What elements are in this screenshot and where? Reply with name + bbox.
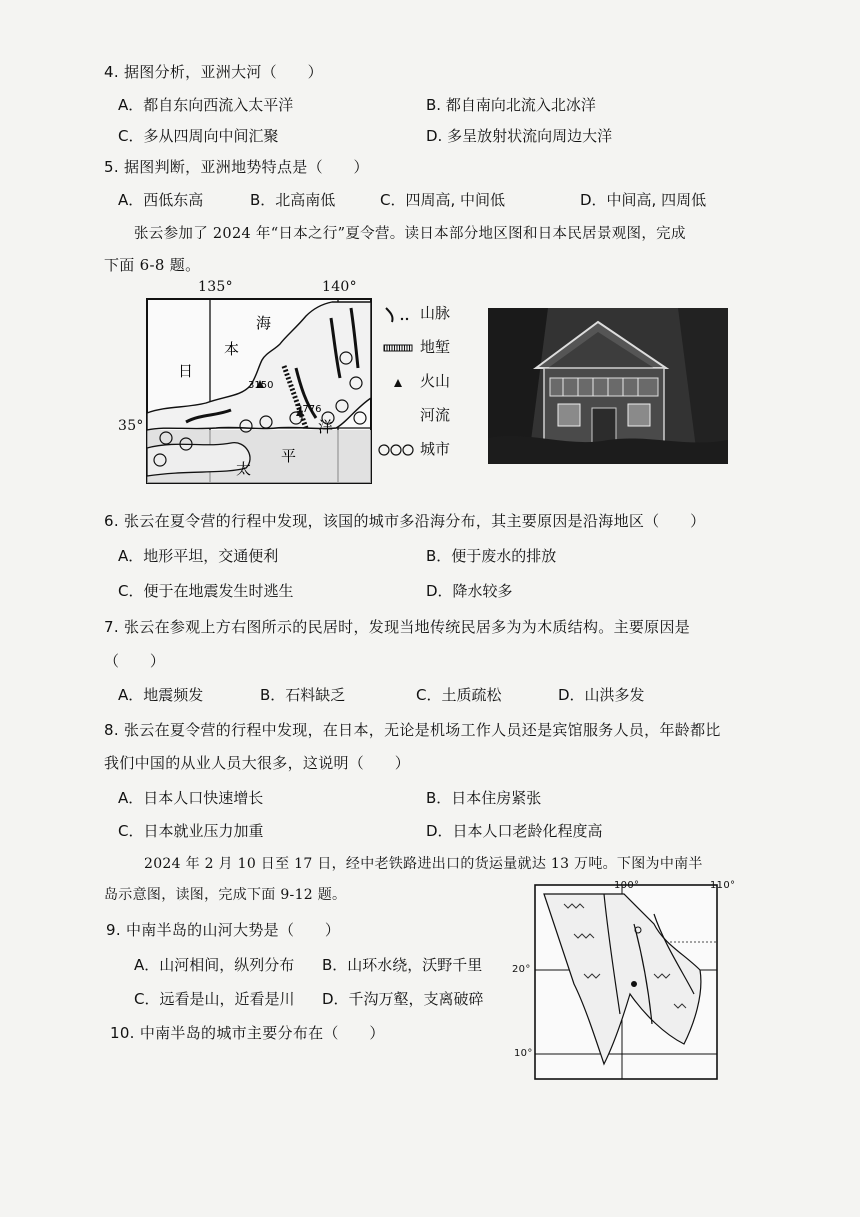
volcano-icon bbox=[380, 372, 416, 392]
q4-option-a: A．都自东向西流入太平洋 bbox=[118, 96, 294, 114]
q7-option-b: B．石料缺乏 bbox=[260, 686, 346, 704]
q4-option-d: D. 多呈放射状流向周边大洋 bbox=[426, 127, 613, 145]
q8-option-b: B．日本住房紧张 bbox=[426, 789, 542, 807]
sea-label-2: 本 bbox=[224, 340, 240, 358]
q8-stem-line1: 8. 张云在夏令营的行程中发现，在日本，无论是机场工作人员还是宾馆服务人员，年龄都比 bbox=[104, 721, 721, 739]
indo-lat-label-10: 10° bbox=[514, 1048, 533, 1059]
q7-option-d: D．山洪多发 bbox=[558, 686, 645, 704]
peak-2-label: 3776 bbox=[296, 404, 322, 415]
q7-stem: 7. 张云在参观上方右图所示的民居时，发现当地传统民居多为为木质结构。主要原因是 bbox=[104, 618, 691, 636]
legend-label-mountain: 山脉 bbox=[420, 304, 451, 322]
q8-option-d: D．日本人口老龄化程度高 bbox=[426, 822, 603, 840]
city-icon bbox=[378, 440, 414, 460]
q7-blank: （ ） bbox=[104, 652, 166, 670]
q8-option-a: A．日本人口快速增长 bbox=[118, 789, 264, 807]
indochina-map bbox=[534, 884, 718, 1080]
ocean-label-2: 平 bbox=[281, 447, 297, 465]
mountain-range-icon bbox=[380, 304, 416, 324]
map-legend bbox=[380, 300, 460, 470]
q5-stem: 5. 据图判断，亚洲地势特点是（ ） bbox=[104, 158, 369, 176]
legend-label-volcano: 火山 bbox=[420, 372, 451, 390]
legend-item-trench bbox=[380, 336, 460, 360]
q5-option-d: D．中间高, 四周低 bbox=[580, 191, 707, 209]
ocean-label-1: 太 bbox=[236, 460, 252, 478]
q4-stem: 4. 据图分析，亚洲大河（ ） bbox=[104, 63, 323, 81]
q8-stem-line2: 我们中国的从业人员大很多，这说明（ ） bbox=[104, 754, 411, 772]
q9-option-d: D．千沟万壑，支离破碎 bbox=[322, 990, 484, 1008]
japan-lon-label-135: 135° bbox=[198, 279, 233, 295]
q4-option-c: C．多从四周向中间汇聚 bbox=[118, 127, 279, 145]
legend-label-river: 河流 bbox=[420, 406, 451, 424]
q5-option-c: C．四周高, 中间低 bbox=[380, 191, 506, 209]
legend-label-city: 城市 bbox=[420, 440, 451, 458]
q6-option-b: B．便于废水的排放 bbox=[426, 547, 557, 565]
legend-item-volcano bbox=[380, 370, 460, 394]
q7-option-c: C．土质疏松 bbox=[416, 686, 502, 704]
legend-label-trench: 地堑 bbox=[420, 338, 451, 356]
japan-map bbox=[146, 298, 372, 484]
q6-option-d: D．降水较多 bbox=[426, 582, 513, 600]
japan-lat-label-35: 35° bbox=[118, 418, 144, 434]
japan-lon-label-140: 140° bbox=[322, 279, 357, 295]
intro-9-12-line1: 2024 年 2 月 10 日至 17 日，经中老铁路进出口的货运量就达 13 万吨。下图为中南半 bbox=[144, 856, 703, 872]
q6-option-a: A．地形平坦，交通便利 bbox=[118, 547, 279, 565]
q5-option-a: A．西低东高 bbox=[118, 191, 204, 209]
q8-option-c: C．日本就业压力加重 bbox=[118, 822, 264, 840]
intro-6-8-line2: 下面 6-8 题。 bbox=[104, 256, 201, 274]
legend-item-mountain bbox=[380, 302, 460, 326]
q9-option-a: A．山河相间，纵列分布 bbox=[134, 956, 295, 974]
q9-option-b: B．山环水绕，沃野千里 bbox=[322, 956, 483, 974]
sea-label-1: 海 bbox=[256, 314, 272, 332]
q9-stem: 9. 中南半岛的山河大势是（ ） bbox=[106, 921, 341, 939]
legend-item-river bbox=[380, 404, 460, 428]
indo-lon-label-100: 100° bbox=[614, 880, 640, 891]
legend-item-city bbox=[380, 438, 460, 462]
q4-option-b: B. 都自南向北流入北冰洋 bbox=[426, 96, 596, 114]
indo-lon-label-110: 110° bbox=[710, 880, 736, 891]
sea-label-3: 日 bbox=[178, 362, 194, 380]
peak-1-label: 3150 bbox=[248, 380, 274, 391]
intro-6-8-line1: 张云参加了 2024 年“日本之行”夏令营。读日本部分地区图和日本民居景观图，完成 bbox=[134, 226, 686, 242]
q5-option-b: B．北高南低 bbox=[250, 191, 336, 209]
indo-lat-label-20: 20° bbox=[512, 964, 531, 975]
q6-option-c: C．便于在地震发生时逃生 bbox=[118, 582, 294, 600]
q10-stem: 10. 中南半岛的城市主要分布在（ ） bbox=[110, 1024, 385, 1042]
q6-stem: 6. 张云在夏令营的行程中发现，该国的城市多沿海分布，其主要原因是沿海地区（ ） bbox=[104, 512, 706, 530]
ocean-label-3: 洋 bbox=[318, 418, 334, 436]
q7-option-a: A．地震频发 bbox=[118, 686, 204, 704]
q9-option-c: C．远看是山，近看是川 bbox=[134, 990, 295, 1008]
trench-icon bbox=[380, 338, 416, 358]
japanese-house-photo bbox=[488, 308, 728, 464]
intro-9-12-line2: 岛示意图，读图，完成下面 9-12 题。 bbox=[104, 887, 347, 903]
